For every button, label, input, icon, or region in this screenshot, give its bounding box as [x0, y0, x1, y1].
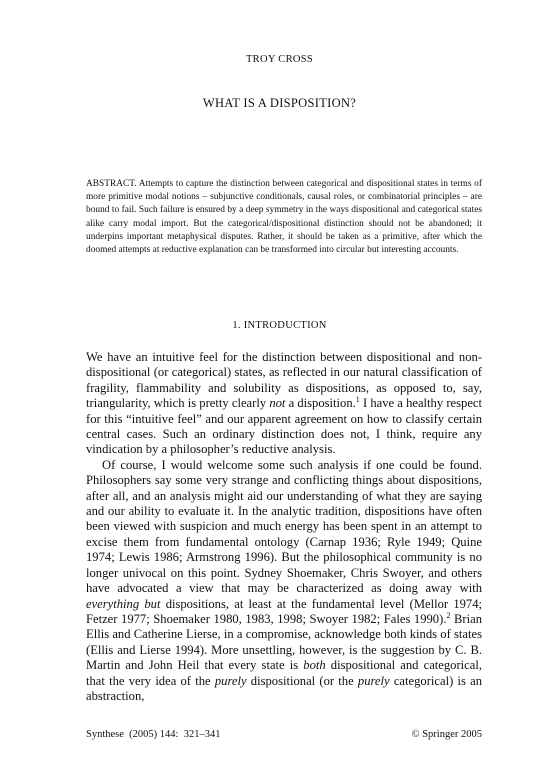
- text-run: I have a healthy respect for this “intuitive feel” and our apparent agreement on how to classify certain central cases. Such an ordinary distinction does not, I think, require any vindication by a philosopher’s reductive analysis.: [86, 396, 482, 457]
- paper-title: WHAT IS A DISPOSITION?: [202, 96, 357, 110]
- abstract-label: ABSTRACT.: [86, 179, 137, 189]
- text-run: categorical) is an abstraction,: [86, 673, 482, 703]
- emphasis: both: [303, 658, 326, 673]
- copyright-notice: © Springer 2005: [411, 729, 482, 740]
- paragraph-2: [86, 458, 482, 705]
- text-run: dispositions, at least at the fundamental level (Mellor 1974; Fetzer 1977; Shoemaker 1980, 1983, 1998; Swoyer 1982; Fales 1990).: [86, 596, 482, 626]
- footnote-marker: 2: [446, 610, 451, 620]
- emphasis: purely: [357, 673, 390, 688]
- emphasis: purely: [214, 673, 247, 688]
- abstract-text: Attempts to capture the distinction between categorical and dispositional states in terms of more primitive modal notions – subjunctive conditionals, causal roles, or combinatorial principles – are bound to fail. Such failure is ensured by a deep symmetry in the ways dispositional and categorical states alike carry modal import. But the categorical/dispositional distinction should not be abandoned; it underpins important metaphysical disputes. Rather, it should be taken as a primitive, after which the doomed attempts at reductive explanation can be transformed into circular but interesting accounts.: [86, 179, 482, 256]
- footnote-marker: 1: [355, 395, 360, 405]
- text-run: We have an intuitive feel for the distinction between dispositional and non-dispositional (or categorical) states, as reflected in our natural classification of fragility, flammability and solubility as dispositions, as opposed to, say, triangularity, which is pretty clearly: [86, 350, 482, 411]
- emphasis: not: [269, 396, 286, 411]
- section-heading: 1. INTRODUCTION: [232, 320, 327, 331]
- author-name: TROY CROSS: [245, 54, 314, 65]
- text-run: Of course, I would welcome some such analysis if one could be found. Philosophers say some very strange and conflicting things about dispositions, after all, and an analysis might aid our understanding of what they are saying and our ability to evaluate it. In the analytic tradition, dispositions have often been viewed with suspicion and much energy has been spent in an attempt to excise them from fundamental ontology (Carnap 1936; Ryle 1949; Quine 1974; Lewis 1986; Armstrong 1996). But the philosophical community is no longer univocal on this point. Sydney Shoemaker, Chris Swoyer, and others have advocated a view that may be characterized as doing away with: [86, 457, 482, 596]
- paragraph-1: [86, 350, 482, 458]
- emphasis: everything but: [86, 596, 161, 611]
- text-run: dispositional and categorical, that the very idea of the: [86, 658, 482, 688]
- journal-citation: Synthese (2005) 144: 321–341: [86, 729, 221, 740]
- page-footer: [86, 729, 482, 740]
- body-text: [86, 350, 482, 704]
- text-run: a disposition.: [285, 396, 356, 411]
- text-run: Brian Ellis and Catherine Lierse, in a compromise, acknowledge both kinds of states (Ellis and Lierse 1994). More unsettling, however, is the suggestion by C. B. Martin and John Heil that every state is: [86, 611, 482, 673]
- text-run: dispositional (or the: [246, 673, 358, 688]
- abstract: [86, 178, 482, 257]
